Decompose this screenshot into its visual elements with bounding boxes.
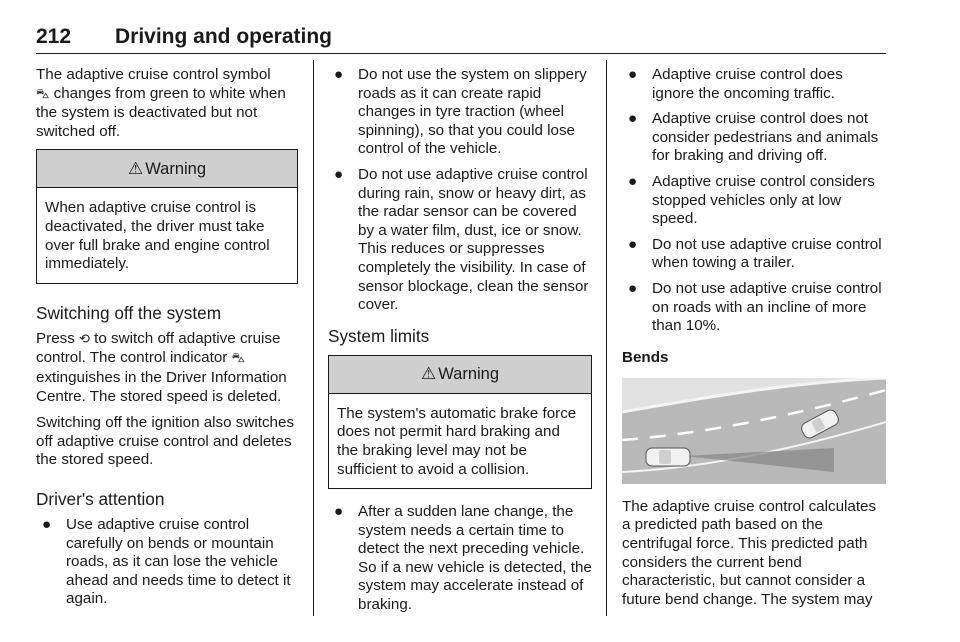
warning-box [328,355,592,489]
bullet-icon: ● [42,515,52,533]
caution-list-top [328,66,592,315]
intro-paragraph: The adaptive cruise control symbol ⛍ changes from green to white when the system is deactivated but not switched off. [36,66,286,140]
list-item: ● Adaptive cruise control does ignore the oncoming traffic. [628,66,843,102]
page-header [36,24,886,54]
bullet-icon: ● [628,172,638,190]
list-item: ● Do not use adaptive cruise control on roads with an incline of more than 10%. [628,279,882,335]
warning-header [329,356,591,394]
bullet-icon: ● [334,165,344,183]
list-item: ● After a sudden lane change, the system needs a certain time to detect the next preceding vehicle. So if a new vehicle is detected, the system may accelerate instead of braking. [334,503,592,614]
warning-triangle-icon: ⚠ [420,363,437,383]
bullet-icon: ● [334,66,344,83]
list-item: ● Do not use the system on slippery roads as it can create rapid changes in tyre traction (wheel spinning), so that you could lose control of the vehicle. [334,66,587,158]
list-item: ● Use adaptive cruise control carefully on bends or mountain roads, as it can lose the vehicle ahead and needs time to detect it again. [42,515,291,608]
list-item: ● Adaptive cruise control considers stopped vehicles only at low speed. [628,172,875,228]
warning-label: Warning [438,364,500,383]
cruise-off-button-icon: ⟲ [79,331,90,347]
bullet-icon: ● [628,66,638,83]
warning-header [37,150,297,188]
page-number: 212 [36,25,72,48]
column-divider-1 [313,60,314,616]
bullet-icon: ● [334,503,344,521]
list-item: ● Do not use adaptive cruise control when towing a trailer. [628,235,882,272]
column-1 [36,66,298,616]
bends-illustration [622,378,886,484]
column-2 [328,66,592,622]
bullet-icon: ● [628,235,638,253]
column-3 [622,66,886,617]
limits-list [622,66,886,336]
warning-text: When adaptive cruise control is deactivated, the driver must take over full brake and engine control immediately. [45,199,270,273]
list-item: ● Adaptive cruise control does not consider pedestrians and animals for braking and driving off. [628,110,879,165]
page-title: Driving and operating [115,25,333,48]
ignition-paragraph: Switching off the ignition also switches off adaptive cruise control and deletes the stored speed. [36,414,295,469]
warning-text: The system's automatic brake force does not permit hard braking and the braking level may not be sufficient to avoid a collision. [337,404,577,478]
section-heading-system-limits: System limits [328,325,430,346]
attention-list [36,516,298,609]
switch-off-paragraph: Press ⟲ to switch off adaptive cruise control. The control indicator ⛍ extinguishes in the Driver Information Centre. The stored speed is deleted. [36,329,287,405]
section-heading-drivers-attention: Driver's attention [36,488,165,509]
caution-list-bottom [328,503,592,615]
bullet-icon: ● [628,110,638,128]
own-car-icon [646,448,690,466]
cruise-control-icon: ⛍ [36,86,50,102]
warning-triangle-icon: ⚠ [127,158,144,178]
column-divider-2 [606,60,607,616]
bullet-icon: ● [628,279,638,297]
list-item: ● Do not use adaptive cruise control during rain, snow or heavy dirt, as the radar sensor can be covered by a water film, dust, ice or snow. This reduces or suppresses completely the visibility. In case of sensor blockage, clean the sensor cover. [334,165,589,314]
cruise-control-icon: ⛍ [231,351,245,367]
bends-paragraph: The adaptive cruise control calculates a predicted path based on the centrifugal force. This predicted path considers the current bend characteristic, but cannot consider a future bend change. The system may [622,497,877,608]
warning-label: Warning [145,159,207,178]
warning-box [36,149,298,283]
section-heading-bends: Bends [622,348,669,366]
section-heading-switching-off: Switching off the system [36,302,222,323]
